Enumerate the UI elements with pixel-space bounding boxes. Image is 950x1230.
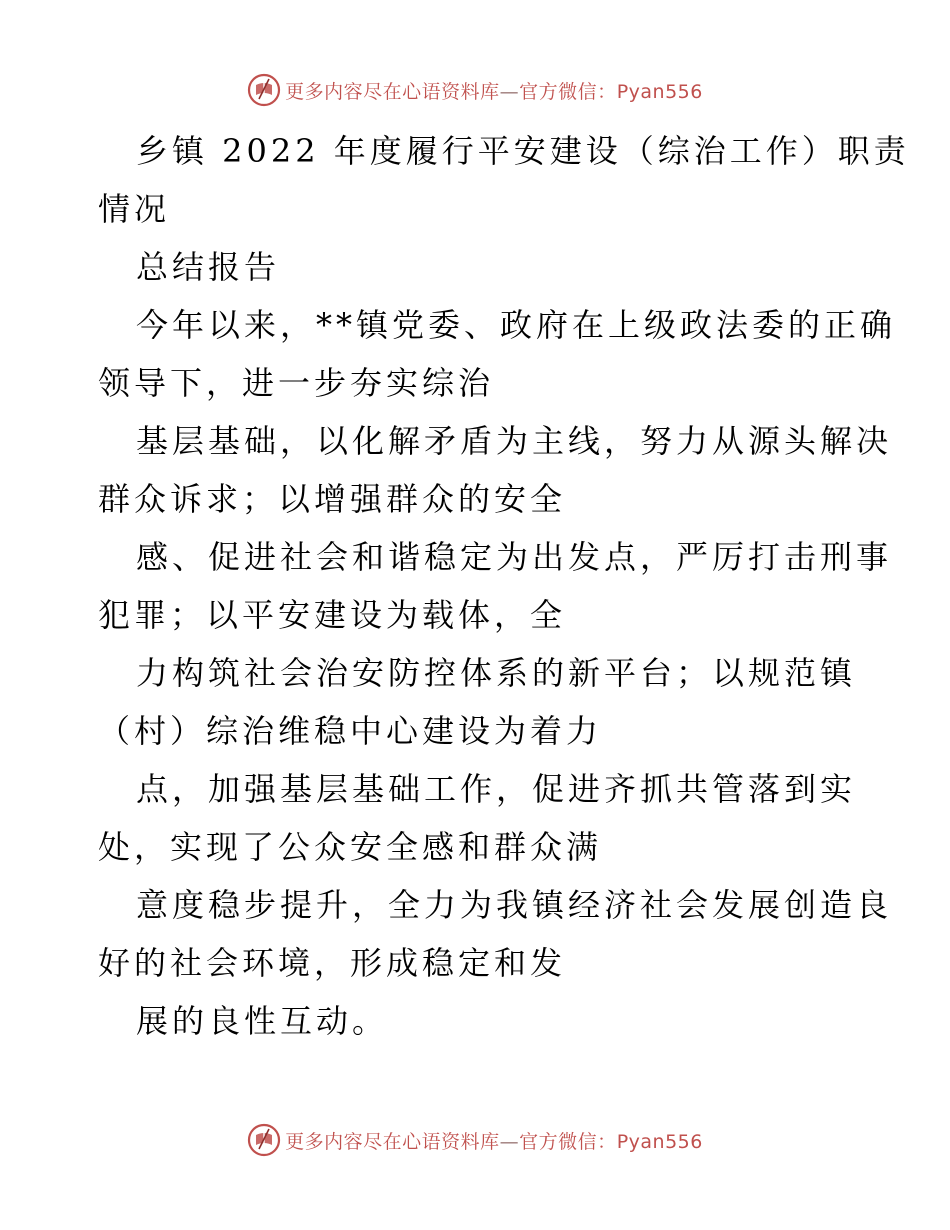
watermark-contact-label: 官方微信： bbox=[519, 1130, 617, 1153]
document-body bbox=[98, 122, 910, 1050]
watermark-contact-label: 官方微信： bbox=[519, 80, 617, 103]
watermark-brand: 更多内容尽在心语资料库 bbox=[285, 80, 500, 103]
paragraph-line: （村）综治维稳中心建设为着力 bbox=[98, 712, 603, 750]
paragraph-line: 基层基础，以化解矛盾为主线，努力从源头解决 bbox=[136, 422, 893, 460]
watermark-text bbox=[285, 1127, 703, 1154]
watermark-separator: — bbox=[499, 1130, 520, 1153]
paragraph-line: 感、促进社会和谐稳定为出发点，严厉打击刑事 bbox=[136, 538, 893, 576]
book-quill-logo-icon bbox=[247, 73, 281, 107]
paragraph-line: 力构筑社会治安防控体系的新平台；以规范镇 bbox=[136, 654, 857, 692]
watermark-brand: 更多内容尽在心语资料库 bbox=[285, 1130, 500, 1153]
footer-watermark bbox=[0, 1120, 950, 1160]
paragraph-line: 群众诉求；以增强群众的安全 bbox=[98, 480, 567, 518]
watermark-wechat-id: Pyan556 bbox=[616, 80, 703, 103]
header-watermark bbox=[0, 70, 950, 110]
document-title-line-1: 乡镇 2022 年度履行平安建设（综治工作）职责 bbox=[136, 132, 910, 170]
paragraph-line: 今年以来，**镇党委、政府在上级政法委的正确 bbox=[136, 306, 897, 344]
paragraph-line: 处，实现了公众安全感和群众满 bbox=[98, 828, 603, 866]
watermark-text bbox=[285, 77, 703, 104]
watermark-wechat-id: Pyan556 bbox=[616, 1130, 703, 1153]
paragraph-line: 意度稳步提升，全力为我镇经济社会发展创造良 bbox=[136, 886, 893, 924]
document-title-line-2: 情况 bbox=[98, 190, 171, 228]
paragraph-line: 点，加强基层基础工作，促进齐抓共管落到实 bbox=[136, 770, 857, 808]
watermark-separator: — bbox=[499, 80, 520, 103]
document-subtitle: 总结报告 bbox=[136, 248, 281, 286]
book-quill-logo-icon bbox=[247, 1123, 281, 1157]
paragraph-line: 领导下，进一步夯实综治 bbox=[98, 364, 495, 402]
paragraph-line: 展的良性互动。 bbox=[136, 1002, 389, 1040]
paragraph-line: 好的社会环境，形成稳定和发 bbox=[98, 944, 567, 982]
paragraph-line: 犯罪；以平安建设为载体，全 bbox=[98, 596, 567, 634]
